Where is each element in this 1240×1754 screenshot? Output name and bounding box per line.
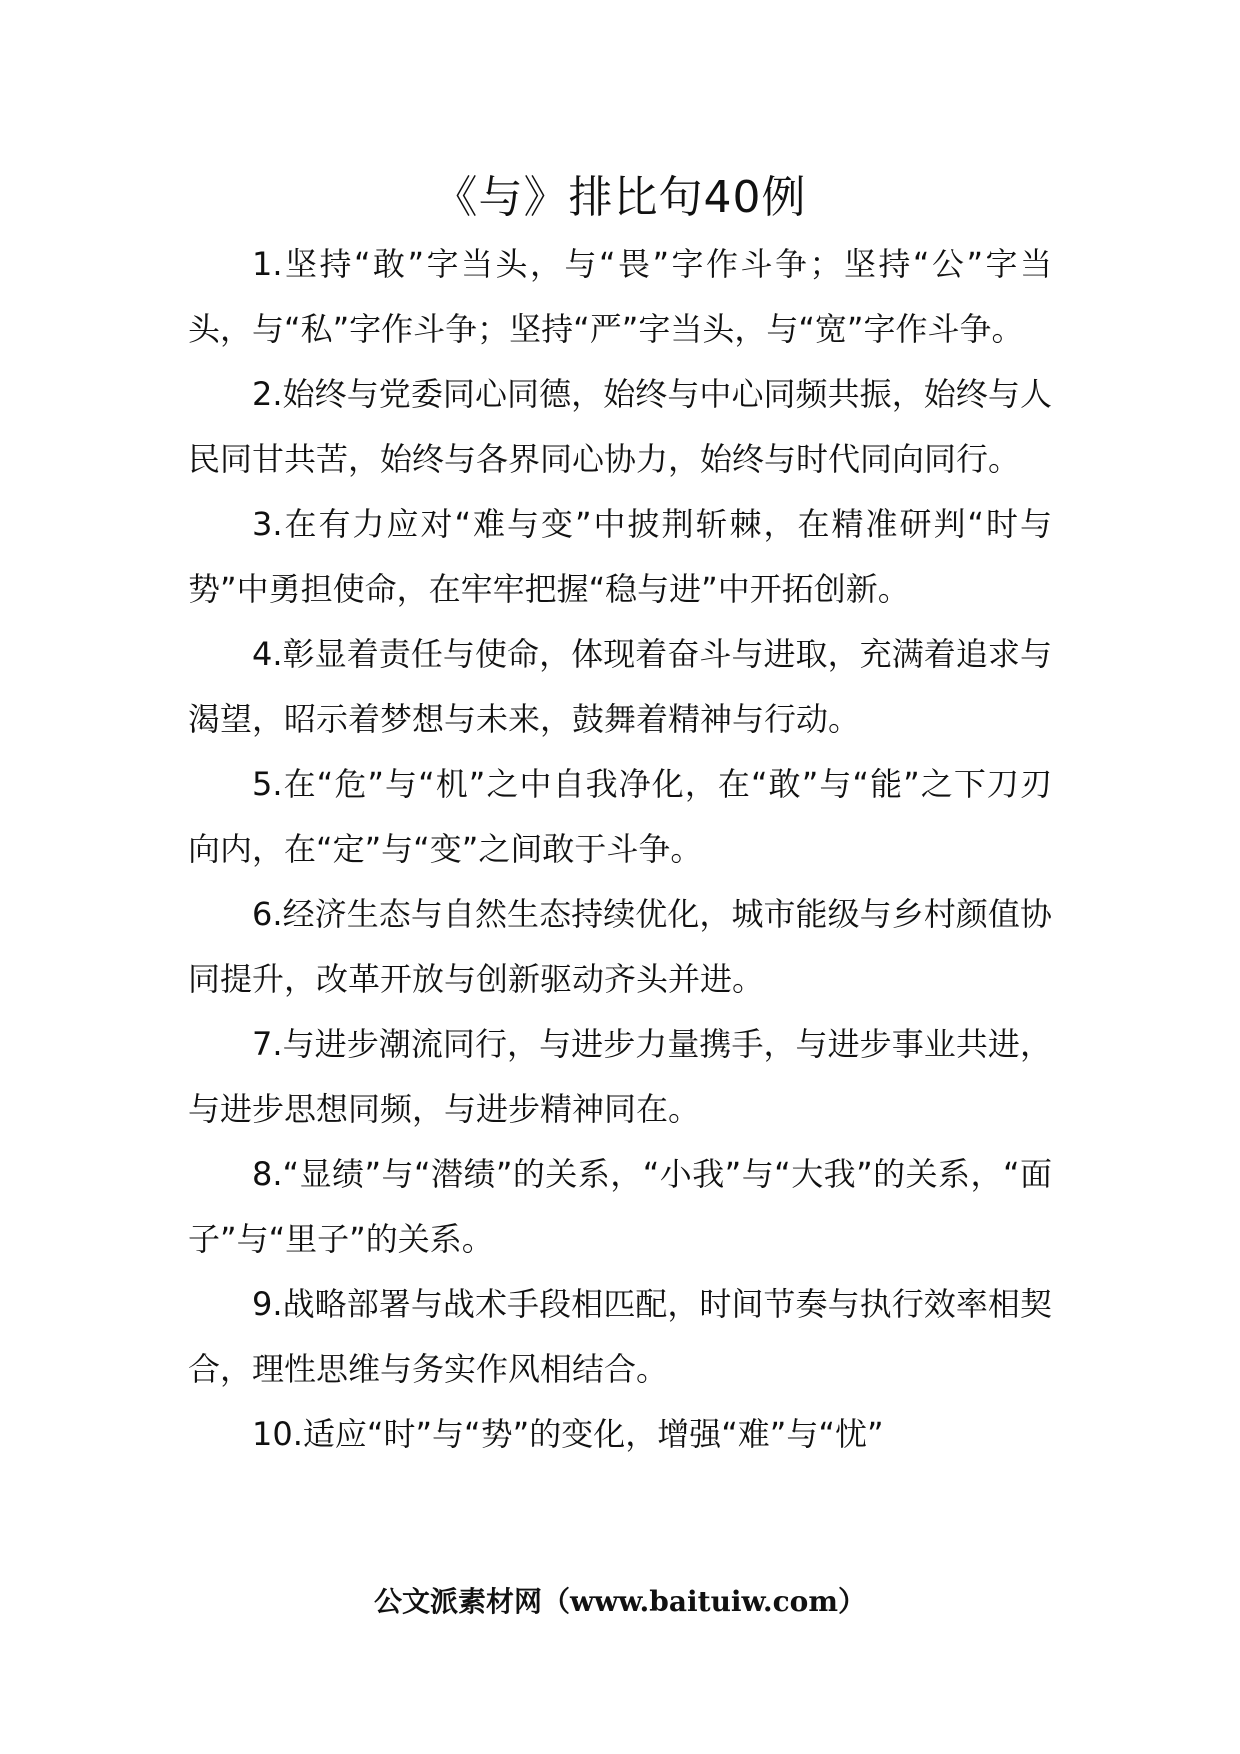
paragraph-9: 9.战略部署与战术手段相匹配，时间节奏与执行效率相契合，理性思维与务实作风相结合。 — [188, 1285, 1052, 1388]
footer-watermark: 公文派素材网（www.baituiw.com） — [374, 1585, 866, 1618]
paragraph-4: 4.彰显着责任与使命，体现着奋斗与进取，充满着追求与渴望，昭示着梦想与未来，鼓舞着精神与行动。 — [188, 635, 1052, 738]
document-body — [188, 232, 1052, 1467]
paragraph-1: 1.坚持“敢”字当头，与“畏”字作斗争；坚持“公”字当头，与“私”字作斗争；坚持“严”字当头，与“宽”字作斗争。 — [188, 245, 1052, 348]
paragraph-10: 10.适应“时”与“势”的变化，增强“难”与“忧” — [252, 1415, 884, 1453]
paragraph-5: 5.在“危”与“机”之中自我净化，在“敢”与“能”之下刀刃向内，在“定”与“变”之间敢于斗争。 — [188, 765, 1052, 868]
document-title: 《与》排比句40例 — [433, 172, 807, 223]
paragraph-2: 2.始终与党委同心同德，始终与中心同频共振，始终与人民同甘共苦，始终与各界同心协力，始终与时代同向同行。 — [188, 375, 1052, 478]
paragraph-7: 7.与进步潮流同行，与进步力量携手，与进步事业共进，与进步思想同频，与进步精神同在。 — [188, 1025, 1052, 1128]
paragraph-3: 3.在有力应对“难与变”中披荆斩棘，在精准研判“时与势”中勇担使命，在牢牢把握“稳与进”中开拓创新。 — [188, 505, 1052, 608]
paragraph-6: 6.经济生态与自然生态持续优化，城市能级与乡村颜值协同提升，改革开放与创新驱动齐头并进。 — [188, 895, 1052, 998]
paragraph-8: 8.“显绩”与“潜绩”的关系，“小我”与“大我”的关系，“面子”与“里子”的关系。 — [188, 1155, 1052, 1258]
